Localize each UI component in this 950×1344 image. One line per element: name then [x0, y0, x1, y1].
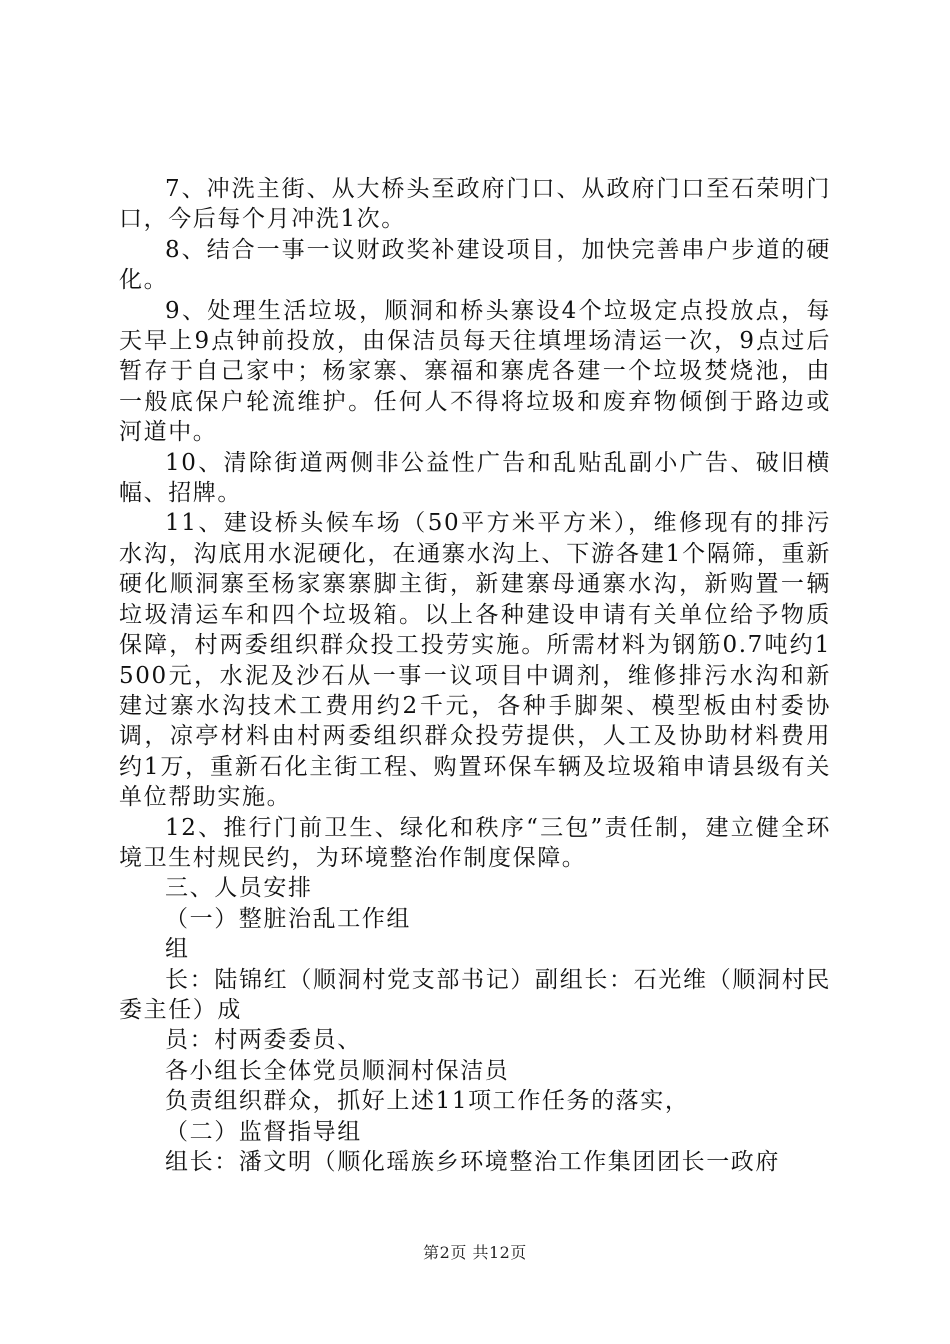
- group-members-list: 各小组长全体党员顺洞村保洁员: [165, 1057, 510, 1084]
- paragraph-item-9: 9、处理生活垃圾，顺洞和桥头寨设4个垃圾定点投放点，每天早上9点钟前投放，由保洁员每天往填埋场清运一次，9点过后暂存于自己家中；杨家寨、寨福和寨虎各建一个垃圾焚烧池，由一般底保户轮流维护。任何人不得将垃圾和废弃物倾倒于路边或河道中。: [119, 297, 831, 446]
- page-number-footer: 第2页 共12页: [423, 1243, 527, 1262]
- paragraph-item-12: 12、推行门前卫生、绿化和秩序“三包”责任制，建立健全环境卫生村规民约，为环境整治作制度保障。: [119, 814, 831, 871]
- group-responsibility-line: 负责组织群众，抓好上述11项工作任务的落实，: [165, 1088, 690, 1115]
- subsection-heading-cleanup-group: （一）整脏治乱工作组: [165, 905, 411, 932]
- supervision-leader-line: 组长：潘文明（顺化瑶族乡环境整治工作集团团长一政府: [165, 1149, 780, 1175]
- paragraph-item-11: 11、建设桥头候车场（50平方米平方米），维修现有的排污水沟，沟底用水泥硬化，在通寨水沟上、下游各建1个隔筛，重新硬化顺洞寨至杨家寨寨脚主街，新建寨母通寨水沟，新购置一辆垃圾清运车和四个垃圾箱。以上各种建设申请有关单位给予物质保障，村两委组织群众投工投劳实施。所需材料为钢筋0.7吨约1500元，水泥及沙石从一事一议项目中调剂，维修排污水沟和新建过寨水沟技术工费用约2千元，各种手脚架、模型板由村委协调，凉亭材料由村两委组织群众投劳提供，人工及协助材料费用约1万，重新石化主街工程、购置环保车辆及垃圾箱申请县级有关单位帮助实施。: [119, 510, 831, 811]
- paragraph-item-7: 7、冲洗主街、从大桥头至政府门口、从政府门口至石荣明门口，今后每个月冲洗1次。: [119, 176, 831, 233]
- paragraph-item-10: 10、清除街道两侧非公益性广告和乱贴乱副小广告、破旧横幅、招牌。: [119, 449, 831, 507]
- group-members-line: 员：村两委委员、: [165, 1027, 362, 1054]
- group-label-fragment: 组: [165, 936, 190, 963]
- section-heading-staffing: 三、人员安排: [165, 875, 313, 902]
- paragraph-item-8: 8、结合一事一议财政奖补建设项目，加快完善串户步道的硬化。: [119, 236, 831, 294]
- group-leaders-line: 长：陆锦红（顺洞村党支部书记）副组长：石光维（顺洞村民委主任）成: [119, 966, 831, 1023]
- document-body: [119, 174, 831, 1177]
- subsection-heading-supervision-group: （二）监督指导组: [165, 1118, 362, 1145]
